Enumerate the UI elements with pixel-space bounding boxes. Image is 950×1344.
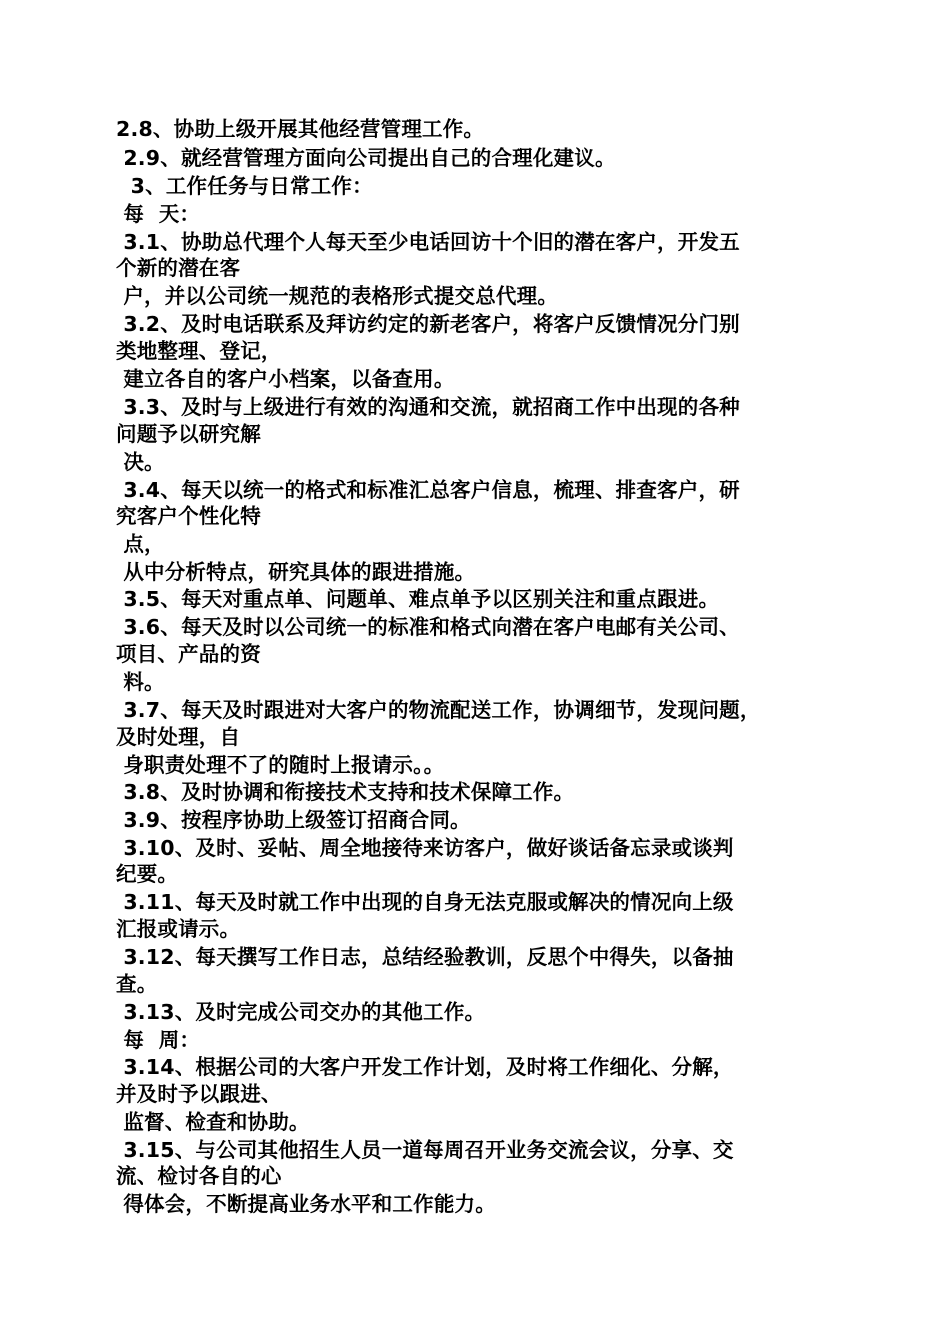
text-line: 3.4、每天以统一的格式和标准汇总客户信息，梳理、排查客户，研 bbox=[116, 478, 740, 502]
text-line: 每 周： bbox=[116, 1028, 201, 1052]
text-line: 类地整理、登记， bbox=[116, 339, 282, 363]
text-line: 从中分析特点，研究具体的跟进措施。 bbox=[116, 560, 476, 584]
text-line: 3.8、及时协调和衔接技术支持和技术保障工作。 bbox=[116, 780, 575, 804]
text-line: 决。 bbox=[116, 450, 165, 474]
text-line: 户，并以公司统一规范的表格形式提交总代理。 bbox=[116, 284, 559, 308]
text-line: 3.9、按程序协助上级签订招商合同。 bbox=[116, 808, 471, 832]
text-line: 2.8、协助上级开展其他经营管理工作。 bbox=[116, 117, 485, 141]
text-line: 汇报或请示。 bbox=[116, 917, 241, 941]
text-line: 得体会，不断提高业务水平和工作能力。 bbox=[116, 1192, 496, 1216]
text-line: 3、工作任务与日常工作： bbox=[116, 174, 373, 198]
text-line: 及时处理，自 bbox=[116, 725, 241, 749]
text-line: 3.6、每天及时以公司统一的标准和格式向潜在客户电邮有关公司、 bbox=[116, 615, 740, 639]
text-line: 流、检讨各自的心 bbox=[116, 1164, 282, 1188]
text-line: 3.10、及时、妥帖、周全地接待来访客户，做好谈话备忘录或谈判 bbox=[116, 836, 734, 860]
text-line: 建立各自的客户小档案，以备查用。 bbox=[116, 367, 455, 391]
text-line: 监督、检查和协助。 bbox=[116, 1110, 310, 1134]
text-line: 3.11、每天及时就工作中出现的自身无法克服或解决的情况向上级 bbox=[116, 890, 734, 914]
text-line: 3.2、及时电话联系及拜访约定的新老客户，将客户反馈情况分门别 bbox=[116, 312, 740, 336]
text-line: 并及时予以跟进、 bbox=[116, 1082, 282, 1106]
text-line: 个新的潜在客 bbox=[116, 256, 241, 280]
text-line: 3.5、每天对重点单、问题单、难点单予以区别关注和重点跟进。 bbox=[116, 587, 720, 611]
text-line: 查。 bbox=[116, 972, 158, 996]
text-line: 2.9、就经营管理方面向公司提出自己的合理化建议。 bbox=[116, 146, 616, 170]
text-line: 3.7、每天及时跟进对大客户的物流配送工作，协调细节，发现问题， bbox=[116, 698, 761, 722]
text-line: 每 天： bbox=[116, 202, 201, 226]
text-line: 料。 bbox=[116, 670, 165, 694]
text-line: 点， bbox=[116, 532, 165, 556]
text-line: 纪要。 bbox=[116, 862, 179, 886]
text-line: 3.13、及时完成公司交办的其他工作。 bbox=[116, 1000, 486, 1024]
text-line: 项目、产品的资 bbox=[116, 642, 261, 666]
text-line: 3.3、及时与上级进行有效的沟通和交流，就招商工作中出现的各种 bbox=[116, 395, 740, 419]
text-line: 究客户个性化特 bbox=[116, 504, 261, 528]
text-line: 3.1、协助总代理个人每天至少电话回访十个旧的潜在客户，开发五 bbox=[116, 230, 740, 254]
text-line: 3.14、根据公司的大客户开发工作计划，及时将工作细化、分解， bbox=[116, 1055, 734, 1079]
text-line: 身职责处理不了的随时上报请示。。 bbox=[116, 753, 445, 777]
text-line: 3.12、每天撰写工作日志，总结经验教训，反思个中得失，以备抽 bbox=[116, 945, 734, 969]
text-line: 问题予以研究解 bbox=[116, 422, 261, 446]
text-line: 3.15、与公司其他招生人员一道每周召开业务交流会议，分享、交 bbox=[116, 1138, 734, 1162]
